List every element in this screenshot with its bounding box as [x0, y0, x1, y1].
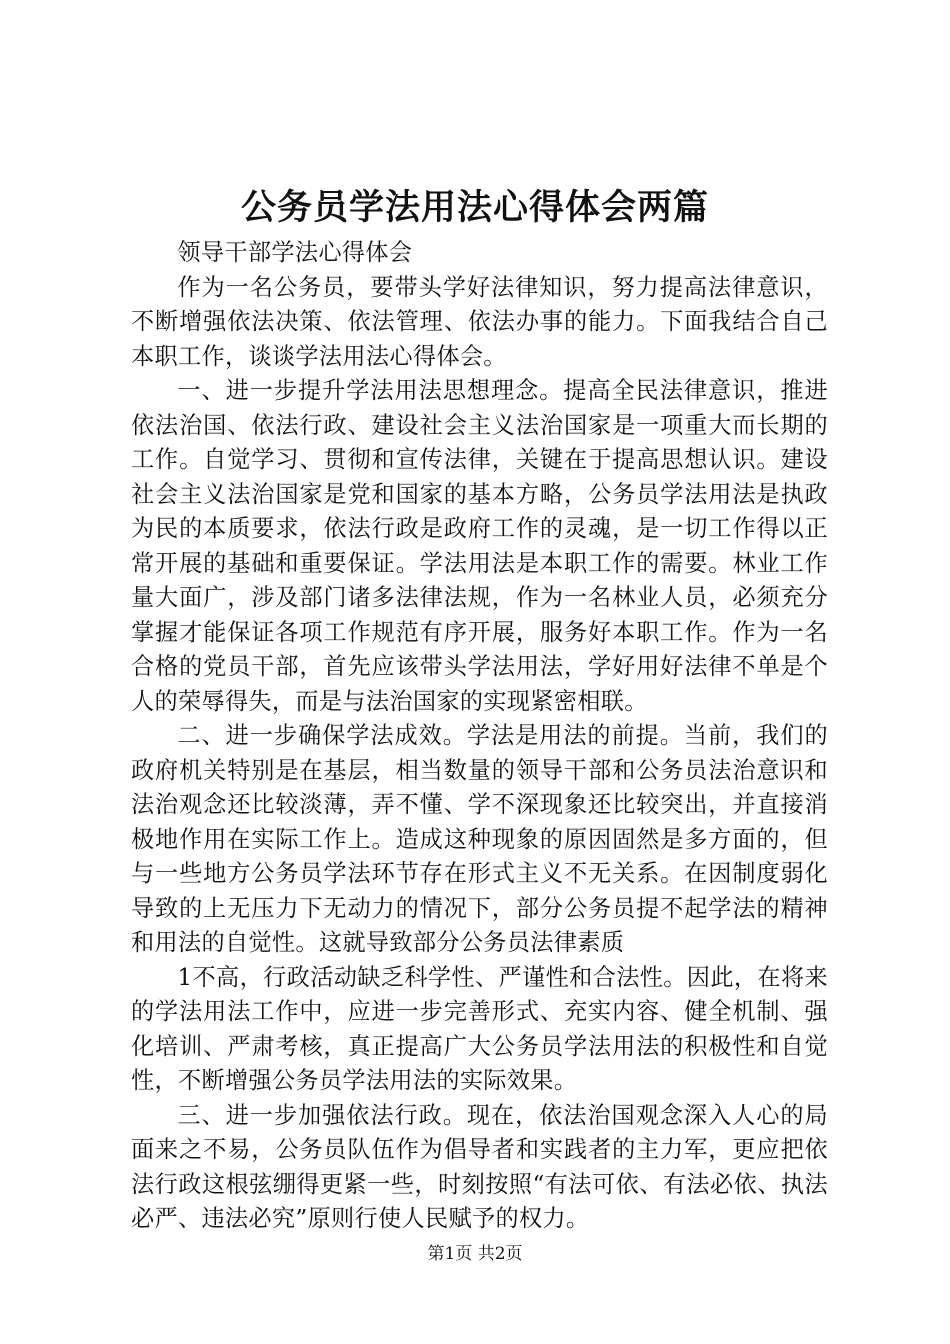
page-number: 第1页 共2页: [427, 1244, 523, 1264]
document-body: [131, 236, 828, 1237]
paragraph-section-two-continued: 1不高，行政活动缺乏科学性、严谨性和合法性。因此，在将来的学法用法工作中，应进一步完善形式、充实内容、健全机制、强化培训、严肃考核，真正提高广大公务员学法用法的积极性和自觉性，不断增强公务员学法用法的实际效果。: [131, 963, 828, 1094]
paragraph-section-three: 三、进一步加强依法行政。现在，依法治国观念深入人心的局面来之不易，公务员队伍作为倡导者和实践者的主力军，更应把依法行政这根弦绷得更紧一些，时刻按照“有法可依、有法必依、执法必严、违法必究”原则行使人民赋予的权力。: [131, 1101, 828, 1232]
paragraph-section-two: 二、进一步确保学法成效。学法是用法的前提。当前，我们的政府机关特别是在基层，相当数量的领导干部和公务员法治意识和法治观念还比较淡薄，弄不懂、学不深现象还比较突出，并直接消极地作用在实际工作上。造成这种现象的原因固然是多方面的，但与一些地方公务员学法环节存在形式主义不无关系。在因制度弱化导致的上无压力下无动力的情况下，部分公务员提不起学法的精神和用法的自觉性。这就导致部分公务员法律素质: [131, 722, 828, 956]
paragraph-intro: 作为一名公务员，要带头学好法律知识，努力提高法律意识，不断增强依法决策、依法管理、依法办事的能力。下面我结合自己本职工作，谈谈学法用法心得体会。: [131, 273, 828, 370]
document-title: 公务员学法用法心得体会两篇: [240, 188, 709, 228]
paragraph-section-one: 一、进一步提升学法用法思想理念。提高全民法律意识，推进依法治国、依法行政、建设社会主义法治国家是一项重大而长期的工作。自觉学习、贯彻和宣传法律，关键在于提高思想认识。建设社会主义法治国家是党和国家的基本方略，公务员学法用法是执政为民的本质要求，依法行政是政府工作的灵魂，是一切工作得以正常开展的基础和重要保证。学法用法是本职工作的需要。林业工作量大面广，涉及部门诸多法律法规，作为一名林业人员，必须充分掌握才能保证各项工作规范有序开展，服务好本职工作。作为一名合格的党员干部，首先应该带头学法用法，学好用好法律不单是个人的荣辱得失，而是与法治国家的实现紧密相联。: [131, 377, 828, 715]
paragraph-heading: 领导干部学法心得体会: [177, 239, 413, 266]
